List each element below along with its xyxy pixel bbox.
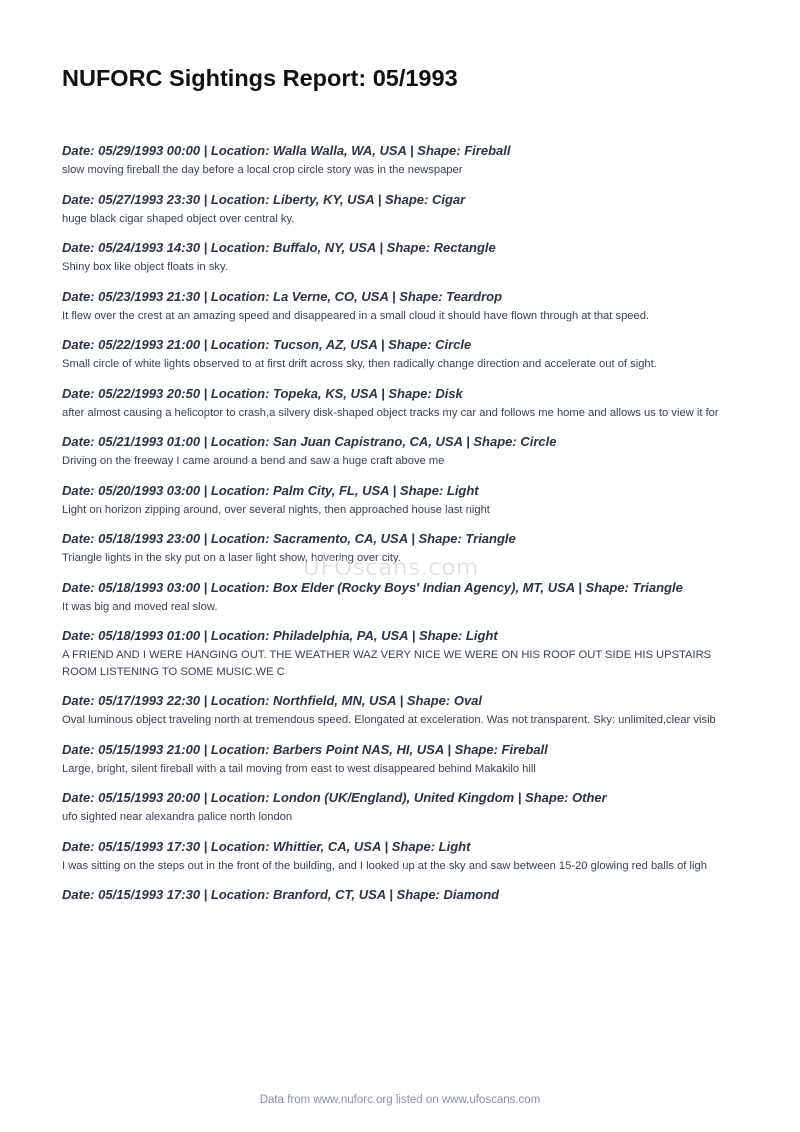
sighting-description: Shiny box like object floats in sky. (62, 261, 228, 273)
sighting-entry (62, 626, 742, 680)
page-footer: Data from www.nuforc.org listed on www.ufoscans.com (259, 1094, 541, 1106)
sighting-header: Date: 05/18/1993 01:00 | Location: Philadelphia, PA, USA | Shape: Light (62, 628, 498, 643)
sighting-header: Date: 05/29/1993 00:00 | Location: Walla Walla, WA, USA | Shape: Fireball (62, 143, 511, 158)
sighting-description: huge black cigar shaped object over central ky. (62, 212, 295, 225)
sighting-entry (62, 788, 742, 826)
sighting-header: Date: 05/18/1993 23:00 | Location: Sacramento, CA, USA | Shape: Triangle (62, 531, 516, 546)
watermark: UFOscans.com (303, 555, 479, 581)
sighting-header: Date: 05/27/1993 23:30 | Location: Liberty, KY, USA | Shape: Cigar (62, 191, 466, 207)
sighting-entry (62, 141, 742, 179)
sighting-header: Date: 05/15/1993 20:00 | Location: London (UK/England), United Kingdom | Shape: Other (62, 790, 607, 805)
sighting-description: Oval luminous object traveling north at tremendous speed. Elongated at exceleration. Was not transparent. Sky: unlimited,clear visib (62, 714, 716, 726)
sighting-entry (62, 481, 742, 519)
sighting-header: Date: 05/24/1993 14:30 | Location: Buffalo, NY, USA | Shape: Rectangle (62, 240, 496, 255)
sighting-entry (62, 190, 742, 228)
sighting-entry (62, 691, 742, 729)
sighting-header: Date: 05/21/1993 01:00 | Location: San Juan Capistrano, CA, USA | Shape: Circle (62, 434, 557, 449)
sighting-entry (62, 578, 742, 616)
sighting-description: A FRIEND AND I WERE HANGING OUT. THE WEATHER WAZ VERY NICE WE WERE ON HIS ROOF OUT SIDE HIS UPSTAIRS ROOM LISTENING TO SOME MUSIC.WE C (62, 649, 712, 678)
sighting-description: Large, bright, silent fireball with a tail moving from east to west disappeared behind Makakilo hill (62, 762, 536, 775)
sighting-header: Date: 05/22/1993 20:50 | Location: Topeka, KS, USA | Shape: Disk (62, 385, 463, 401)
sighting-header: Date: 05/23/1993 21:30 | Location: La Verne, CO, USA | Shape: Teardrop (62, 288, 503, 304)
sighting-entry (62, 529, 742, 567)
sighting-description: I was sitting on the steps out in the front of the building, and I looked up at the sky and saw between 15-20 glowing red balls of ligh (62, 859, 707, 872)
sighting-entry (62, 384, 742, 422)
sighting-description: ufo sighted near alexandra palice north london (62, 811, 293, 823)
sighting-description: Driving on the freeway I came around a bend and saw a huge craft above me (62, 455, 445, 467)
sighting-entry (62, 837, 742, 875)
sighting-description: Triangle lights in the sky put on a laser light show, hovering over city. (62, 552, 401, 564)
sighting-description: Small circle of white lights observed to at first drift across sky, then radically change direction and accelerate out of sight. (62, 358, 657, 370)
sighting-entry (62, 432, 742, 470)
sighting-header: Date: 05/22/1993 21:00 | Location: Tucson, AZ, USA | Shape: Circle (62, 337, 472, 352)
sighting-description: It was big and moved real slow. (62, 600, 218, 613)
sighting-entry (62, 238, 742, 276)
sighting-entry (62, 885, 742, 905)
sighting-description: Light on horizon zipping around, over several nights, then approached house last night (62, 503, 490, 516)
sighting-header: Date: 05/15/1993 17:30 | Location: Whittier, CA, USA | Shape: Light (62, 838, 471, 854)
sighting-header: Date: 05/15/1993 17:30 | Location: Branford, CT, USA | Shape: Diamond (62, 887, 500, 902)
sighting-description: after almost causing a helicoptor to crash,a silvery disk-shaped object tracks my car and follows me home and allows us to view it for (62, 406, 719, 419)
sighting-description: It flew over the crest at an amazing speed and disappeared in a small cloud it should have flown through at that speed. (62, 309, 650, 322)
page-title: NUFORC Sightings Report: 05/1993 (62, 65, 458, 91)
sighting-header: Date: 05/18/1993 03:00 | Location: Box Elder (Rocky Boys' Indian Agency), MT, USA | Shape: Triangle (62, 579, 683, 595)
sighting-header: Date: 05/17/1993 22:30 | Location: Northfield, MN, USA | Shape: Oval (62, 693, 483, 708)
sighting-header: Date: 05/15/1993 21:00 | Location: Barbers Point NAS, HI, USA | Shape: Fireball (62, 741, 548, 757)
sighting-entry (62, 335, 742, 373)
sighting-description: slow moving fireball the day before a local crop circle story was in the newspaper (62, 164, 463, 176)
sighting-entry (62, 740, 742, 778)
sightings-list (62, 141, 742, 916)
sighting-entry (62, 287, 742, 325)
sighting-header: Date: 05/20/1993 03:00 | Location: Palm City, FL, USA | Shape: Light (62, 482, 479, 498)
